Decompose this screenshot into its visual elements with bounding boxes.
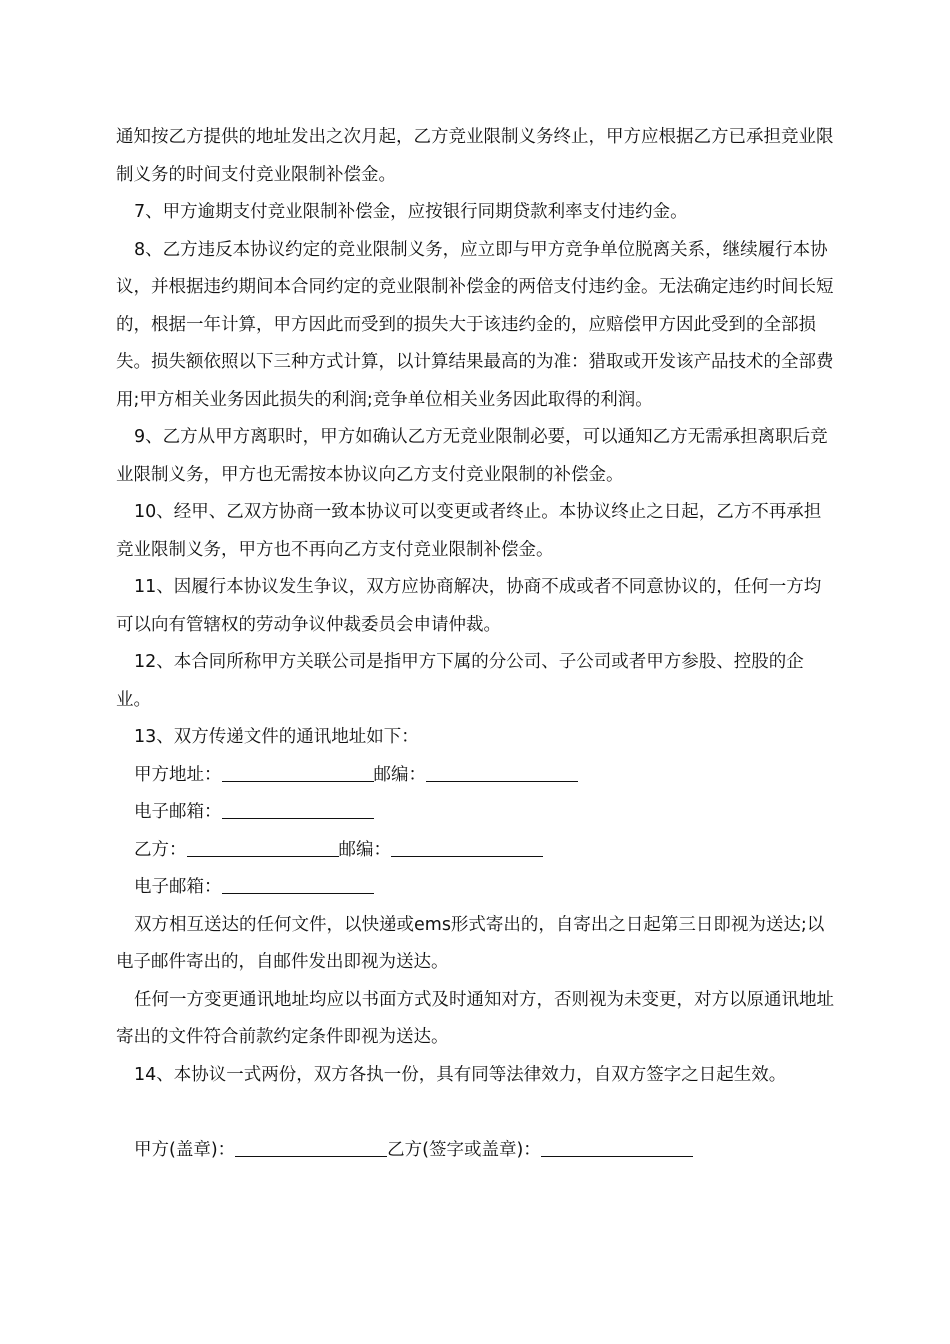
paragraph-11: 11、因履行本协议发生争议，双方应协商解决，协商不成或者不同意协议的，任何一方均可以向有管辖权的劳动争议仲裁委员会申请仲裁。 xyxy=(116,577,822,635)
document-body xyxy=(116,119,836,1170)
party-b-sign-label: 乙方(签字或盖章)： xyxy=(387,1140,541,1160)
paragraph-10: 10、经甲、乙双方协商一致本协议可以变更或者终止。本协议终止之日起，乙方不再承担竞业限制义务，甲方也不再向乙方支付竞业限制补偿金。 xyxy=(116,502,822,560)
party-a-email-line xyxy=(116,794,836,832)
party-a-address-label: 甲方地址： xyxy=(134,764,222,785)
paragraph-address-change: 任何一方变更通讯地址均应以书面方式及时通知对方，否则视为未变更，对方以原通讯地址寄出的文件符合前款约定条件即视为送达。 xyxy=(116,989,834,1047)
party-b-email-line xyxy=(116,869,836,907)
party-a-address-blank[interactable] xyxy=(222,761,374,782)
party-b-email-blank[interactable] xyxy=(222,873,374,894)
party-a-address-line xyxy=(116,757,836,795)
party-b-address-blank[interactable] xyxy=(187,836,339,857)
party-b-address-line xyxy=(116,832,836,870)
party-a-seal-label: 甲方(盖章)： xyxy=(134,1140,236,1160)
paragraph-13: 13、双方传递文件的通讯地址如下： xyxy=(134,727,419,747)
party-a-postcode-blank[interactable] xyxy=(426,761,578,782)
party-a-seal-blank[interactable] xyxy=(235,1136,387,1157)
paragraph-8: 8、乙方违反本协议约定的竞业限制义务，应立即与甲方竞争单位脱离关系，继续履行本协议，并根据违约期间本合同约定的竞业限制补偿金的两倍支付违约金。无法确定违约时间长短的，根据一年计算，甲方因此而受到的损失大于该违约金的，应赔偿甲方因此受到的全部损失。损失额依照以下三种方式计算，以计算结果最高的为准：猎取或开发该产品技术的全部费用;甲方相关业务因此损失的利润;竞争单位相关业务因此取得的利润。 xyxy=(116,239,834,410)
paragraph-6-continued: 通知按乙方提供的地址发出之次月起，乙方竞业限制义务终止，甲方应根据乙方已承担竞业限制义务的时间支付竞业限制补偿金。 xyxy=(116,127,834,185)
party-b-email-label: 电子邮箱： xyxy=(134,877,222,897)
spacer xyxy=(116,1094,836,1132)
party-b-postcode-blank[interactable] xyxy=(391,836,543,857)
party-b-sign-blank[interactable] xyxy=(541,1136,693,1157)
signature-line xyxy=(116,1132,836,1170)
paragraph-14: 14、本协议一式两份，双方各执一份，具有同等法律效力，自双方签字之日起生效。 xyxy=(134,1064,787,1085)
paragraph-delivery: 双方相互送达的任何文件，以快递或ems形式寄出的，自寄出之日起第三日即视为送达;以电子邮件寄出的，自邮件发出即视为送达。 xyxy=(116,914,825,972)
party-b-label: 乙方： xyxy=(134,839,187,860)
paragraph-12: 12、本合同所称甲方关联公司是指甲方下属的分公司、子公司或者甲方参股、控股的企业。 xyxy=(116,652,804,710)
party-b-postcode-label: 邮编： xyxy=(338,839,391,860)
paragraph-7: 7、甲方逾期支付竞业限制补偿金，应按银行同期贷款利率支付违约金。 xyxy=(134,202,688,222)
paragraph-9: 9、乙方从甲方离职时，甲方如确认乙方无竞业限制必要，可以通知乙方无需承担离职后竞业限制义务，甲方也无需按本协议向乙方支付竞业限制的补偿金。 xyxy=(116,427,828,485)
party-a-email-blank[interactable] xyxy=(222,798,374,819)
party-a-email-label: 电子邮箱： xyxy=(134,802,222,822)
party-a-postcode-label: 邮编： xyxy=(373,764,426,785)
